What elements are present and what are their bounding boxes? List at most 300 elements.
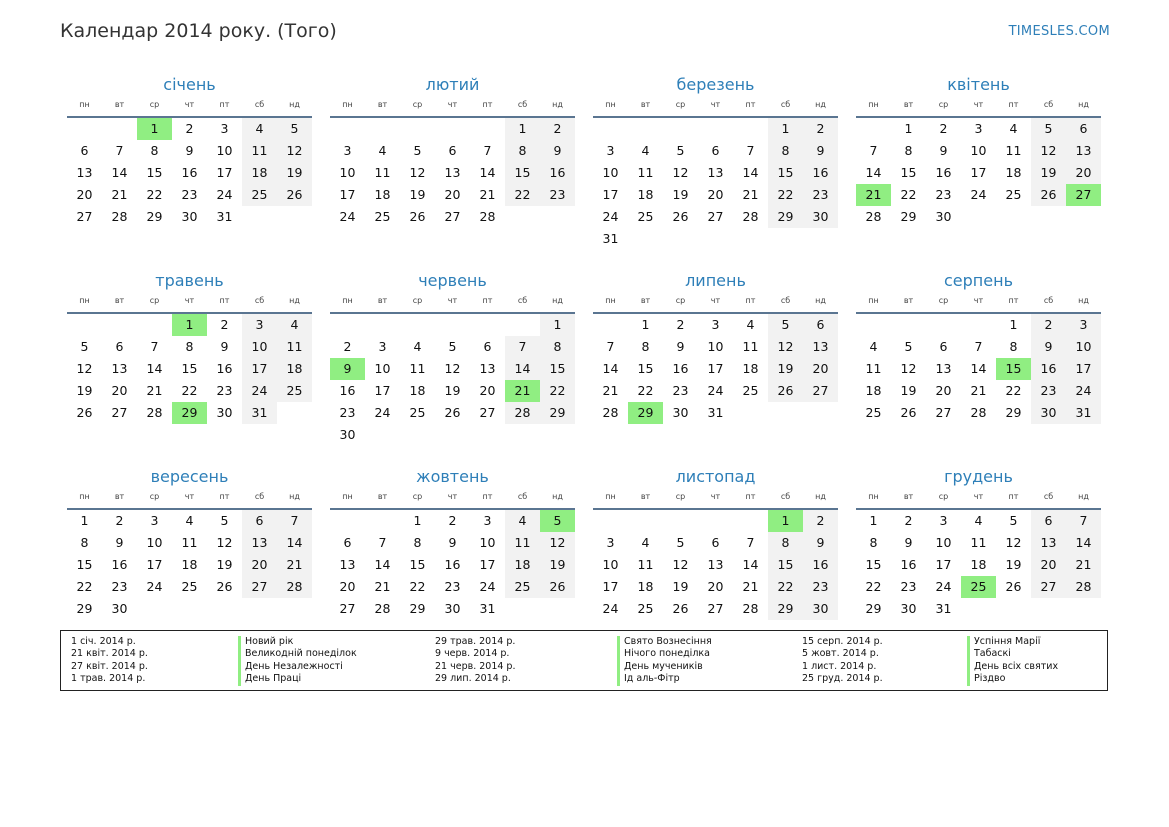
day-cell: 10 [602, 557, 619, 572]
day-cell: 18 [1005, 165, 1022, 180]
day-cell: 30 [935, 209, 952, 224]
day-cell: 28 [505, 402, 540, 424]
month-4 [856, 74, 1101, 254]
day-cell: 6 [343, 535, 352, 550]
empty-cell [330, 314, 365, 336]
month-name: листопад [675, 467, 756, 486]
weekday-label: пн [605, 296, 616, 305]
day-cell: 4 [974, 513, 983, 528]
month-days [856, 312, 1101, 424]
day-cell: 1 [80, 513, 89, 528]
day-cell: 8 [768, 532, 803, 554]
day-cell: 3 [974, 121, 983, 136]
weekday-label: чт [710, 492, 721, 501]
day-cell: 18 [637, 579, 654, 594]
weekday-label: пн [868, 100, 879, 109]
month-12 [856, 466, 1101, 646]
day-cell: 11 [970, 535, 987, 550]
day-cell: 25 [181, 579, 198, 594]
holiday-day: 27 [1066, 184, 1101, 206]
month-name: серпень [944, 271, 1013, 290]
day-cell: 28 [277, 576, 312, 598]
day-cell: 26 [76, 405, 93, 420]
day-cell: 13 [935, 361, 952, 376]
month-days [593, 508, 838, 620]
empty-cell [67, 314, 102, 336]
day-cell: 2 [343, 339, 352, 354]
day-cell: 17 [146, 557, 163, 572]
month-9 [67, 466, 312, 646]
weekday-label: пн [342, 492, 353, 501]
day-cell: 8 [641, 339, 650, 354]
holiday-date: 1 трав. 2014 р. [71, 673, 146, 685]
day-cell: 11 [277, 336, 312, 358]
day-cell: 9 [1031, 336, 1066, 358]
day-cell: 5 [904, 339, 913, 354]
day-cell: 31 [935, 601, 952, 616]
empty-cell [330, 510, 365, 532]
empty-cell [365, 314, 400, 336]
day-cell: 28 [111, 209, 128, 224]
day-cell: 18 [409, 383, 426, 398]
weekday-label: сб [1043, 100, 1054, 109]
holiday-date: 29 лип. 2014 р. [435, 673, 511, 685]
empty-cell [67, 118, 102, 140]
day-cell: 21 [1066, 554, 1101, 576]
day-cell: 29 [76, 601, 93, 616]
day-cell: 8 [150, 143, 159, 158]
day-cell: 13 [479, 361, 496, 376]
day-cell: 9 [220, 339, 229, 354]
day-cell: 14 [146, 361, 163, 376]
weekday-header [330, 488, 575, 506]
holiday-name: Новий рік [238, 636, 428, 648]
day-cell: 19 [216, 557, 233, 572]
day-cell: 23 [540, 184, 575, 206]
weekday-label: пт [1008, 296, 1019, 305]
day-cell: 3 [378, 339, 387, 354]
empty-cell [856, 314, 891, 336]
day-cell: 1 [869, 513, 878, 528]
day-cell: 12 [409, 165, 426, 180]
weekday-label: сб [254, 100, 265, 109]
weekday-label: нд [1078, 492, 1089, 501]
day-cell: 23 [935, 187, 952, 202]
weekday-label: ср [412, 492, 423, 501]
day-cell: 25 [277, 380, 312, 402]
day-cell: 18 [242, 162, 277, 184]
day-cell: 21 [374, 579, 391, 594]
month-6 [330, 270, 575, 450]
day-cell: 4 [869, 339, 878, 354]
weekday-label: чт [184, 100, 195, 109]
holiday-day: 1 [137, 118, 172, 140]
weekday-label: чт [973, 492, 984, 501]
weekday-label: сб [780, 100, 791, 109]
weekday-label: чт [710, 296, 721, 305]
empty-cell [733, 510, 768, 532]
holiday-date: 1 лист. 2014 р. [802, 660, 877, 672]
month-days [67, 116, 312, 228]
holiday-name: Свято Вознесіння [617, 636, 795, 648]
day-cell: 4 [277, 314, 312, 336]
weekday-label: чт [447, 492, 458, 501]
day-cell: 19 [1031, 162, 1066, 184]
day-cell: 23 [339, 405, 356, 420]
day-cell: 2 [803, 118, 838, 140]
day-cell: 23 [900, 579, 917, 594]
empty-cell [365, 510, 400, 532]
day-cell: 30 [111, 601, 128, 616]
day-cell: 1 [1009, 317, 1018, 332]
day-cell: 19 [672, 579, 689, 594]
day-cell: 1 [540, 314, 575, 336]
empty-cell [891, 314, 926, 336]
weekday-label: вт [903, 100, 914, 109]
day-cell: 16 [111, 557, 128, 572]
day-cell: 4 [185, 513, 194, 528]
day-cell: 30 [216, 405, 233, 420]
day-cell: 17 [602, 187, 619, 202]
weekday-header [593, 96, 838, 114]
day-cell: 2 [676, 317, 685, 332]
month-name: січень [163, 75, 216, 94]
day-cell: 12 [444, 361, 461, 376]
day-cell: 8 [768, 140, 803, 162]
day-cell: 26 [540, 576, 575, 598]
day-cell: 7 [150, 339, 159, 354]
weekday-label: ср [412, 100, 423, 109]
day-cell: 31 [602, 231, 619, 246]
holiday-legend [60, 630, 1108, 691]
day-cell: 20 [707, 579, 724, 594]
day-cell: 5 [448, 339, 457, 354]
day-cell: 30 [1031, 402, 1066, 424]
day-cell: 14 [865, 165, 882, 180]
month-days [67, 312, 312, 424]
weekday-label: пн [79, 296, 90, 305]
day-cell: 10 [707, 339, 724, 354]
day-cell: 9 [803, 140, 838, 162]
weekday-label: вт [903, 296, 914, 305]
weekday-label: пт [745, 100, 756, 109]
day-cell: 7 [746, 143, 755, 158]
day-cell: 29 [540, 402, 575, 424]
weekday-header [856, 488, 1101, 506]
day-cell: 31 [707, 405, 724, 420]
day-cell: 1 [641, 317, 650, 332]
day-cell: 7 [378, 535, 387, 550]
day-cell: 8 [869, 535, 878, 550]
day-cell: 25 [505, 576, 540, 598]
day-cell: 18 [181, 557, 198, 572]
holiday-day: 1 [172, 314, 207, 336]
month-days [593, 312, 838, 424]
month-name: жовтень [416, 467, 489, 486]
weekday-label: пт [219, 492, 230, 501]
day-cell: 8 [505, 140, 540, 162]
day-cell: 28 [742, 209, 759, 224]
weekday-label: ср [412, 296, 423, 305]
day-cell: 2 [185, 121, 194, 136]
empty-cell [400, 314, 435, 336]
day-cell: 12 [76, 361, 93, 376]
day-cell: 22 [1005, 383, 1022, 398]
day-cell: 17 [602, 579, 619, 594]
day-cell: 19 [409, 187, 426, 202]
day-cell: 18 [742, 361, 759, 376]
day-cell: 22 [146, 187, 163, 202]
day-cell: 13 [339, 557, 356, 572]
day-cell: 1 [413, 513, 422, 528]
weekday-label: нд [289, 492, 300, 501]
empty-cell [628, 510, 663, 532]
day-cell: 11 [742, 339, 759, 354]
month-2 [330, 74, 575, 254]
weekday-header [856, 292, 1101, 310]
day-cell: 16 [444, 557, 461, 572]
day-cell: 27 [935, 405, 952, 420]
day-cell: 6 [1066, 118, 1101, 140]
day-cell: 10 [1066, 336, 1101, 358]
day-cell: 18 [374, 187, 391, 202]
day-cell: 14 [742, 557, 759, 572]
weekday-label: ср [938, 492, 949, 501]
holiday-name: День Праці [238, 673, 428, 685]
month-name: березень [676, 75, 755, 94]
day-cell: 12 [672, 165, 689, 180]
day-cell: 11 [1005, 143, 1022, 158]
day-cell: 13 [1066, 140, 1101, 162]
weekday-label: пн [868, 296, 879, 305]
day-cell: 22 [768, 576, 803, 598]
empty-cell [926, 314, 961, 336]
day-cell: 16 [803, 162, 838, 184]
empty-cell [137, 314, 172, 336]
weekday-label: чт [973, 100, 984, 109]
weekday-label: пт [219, 296, 230, 305]
day-cell: 25 [242, 184, 277, 206]
day-cell: 26 [409, 209, 426, 224]
calendar-grid [67, 74, 1101, 646]
day-cell: 17 [242, 358, 277, 380]
weekday-label: сб [780, 296, 791, 305]
day-cell: 2 [1031, 314, 1066, 336]
day-cell: 26 [1031, 184, 1066, 206]
day-cell: 12 [900, 361, 917, 376]
day-cell: 31 [216, 209, 233, 224]
weekday-label: пн [79, 492, 90, 501]
day-cell: 1 [904, 121, 913, 136]
day-cell: 17 [339, 187, 356, 202]
day-cell: 15 [865, 557, 882, 572]
day-cell: 30 [339, 427, 356, 442]
day-cell: 17 [374, 383, 391, 398]
weekday-label: нд [1078, 100, 1089, 109]
day-cell: 20 [479, 383, 496, 398]
day-cell: 20 [111, 383, 128, 398]
day-cell: 21 [277, 554, 312, 576]
day-cell: 3 [242, 314, 277, 336]
day-cell: 4 [505, 510, 540, 532]
weekday-label: чт [447, 296, 458, 305]
day-cell: 28 [865, 209, 882, 224]
day-cell: 22 [409, 579, 426, 594]
day-cell: 24 [970, 187, 987, 202]
day-cell: 9 [904, 535, 913, 550]
holiday-date: 29 трав. 2014 р. [435, 636, 516, 647]
day-cell: 8 [904, 143, 913, 158]
weekday-label: вт [377, 492, 388, 501]
brand-link[interactable]: TIMESLES.COM [1008, 24, 1110, 39]
weekday-label: чт [973, 296, 984, 305]
day-cell: 29 [409, 601, 426, 616]
month-5 [67, 270, 312, 450]
day-cell: 24 [602, 601, 619, 616]
day-cell: 12 [1005, 535, 1022, 550]
day-cell: 13 [242, 532, 277, 554]
day-cell: 21 [479, 187, 496, 202]
weekday-label: вт [114, 100, 125, 109]
holiday-day: 29 [628, 402, 663, 424]
holiday-names-col-2 [617, 636, 795, 686]
empty-cell [733, 118, 768, 140]
weekday-label: ср [149, 100, 160, 109]
weekday-label: сб [517, 296, 528, 305]
day-cell: 4 [413, 339, 422, 354]
weekday-header [856, 96, 1101, 114]
day-cell: 13 [76, 165, 93, 180]
month-1 [67, 74, 312, 254]
day-cell: 10 [374, 361, 391, 376]
day-cell: 5 [1031, 118, 1066, 140]
day-cell: 1 [768, 118, 803, 140]
weekday-label: нд [815, 296, 826, 305]
day-cell: 7 [115, 143, 124, 158]
day-cell: 20 [444, 187, 461, 202]
day-cell: 31 [242, 402, 277, 424]
day-cell: 6 [115, 339, 124, 354]
day-cell: 6 [803, 314, 838, 336]
day-cell: 15 [900, 165, 917, 180]
holiday-day: 9 [330, 358, 365, 380]
empty-cell [102, 118, 137, 140]
empty-cell [698, 510, 733, 532]
month-name: травень [155, 271, 224, 290]
day-cell: 6 [483, 339, 492, 354]
holiday-day: 21 [856, 184, 891, 206]
day-cell: 10 [479, 535, 496, 550]
weekday-label: чт [184, 492, 195, 501]
empty-cell [698, 118, 733, 140]
day-cell: 10 [339, 165, 356, 180]
month-name: липень [685, 271, 746, 290]
weekday-label: ср [149, 492, 160, 501]
empty-cell [856, 118, 891, 140]
day-cell: 22 [865, 579, 882, 594]
day-cell: 23 [216, 383, 233, 398]
day-cell: 25 [742, 383, 759, 398]
day-cell: 26 [768, 380, 803, 402]
day-cell: 27 [76, 209, 93, 224]
day-cell: 28 [374, 601, 391, 616]
day-cell: 2 [220, 317, 229, 332]
day-cell: 19 [1005, 557, 1022, 572]
day-cell: 5 [768, 314, 803, 336]
day-cell: 25 [374, 209, 391, 224]
day-cell: 16 [935, 165, 952, 180]
day-cell: 20 [803, 358, 838, 380]
day-cell: 6 [1031, 510, 1066, 532]
day-cell: 3 [343, 143, 352, 158]
holiday-day: 25 [961, 576, 996, 598]
day-cell: 22 [637, 383, 654, 398]
day-cell: 30 [803, 598, 838, 620]
weekday-label: вт [640, 100, 651, 109]
weekday-label: нд [815, 492, 826, 501]
day-cell: 5 [676, 143, 685, 158]
holiday-name: Ід аль-Фітр [617, 673, 795, 685]
day-cell: 16 [181, 165, 198, 180]
empty-cell [435, 314, 470, 336]
day-cell: 27 [1031, 576, 1066, 598]
holiday-day: 1 [768, 510, 803, 532]
month-11 [593, 466, 838, 646]
day-cell: 16 [672, 361, 689, 376]
day-cell: 13 [707, 165, 724, 180]
day-cell: 19 [672, 187, 689, 202]
empty-cell [330, 118, 365, 140]
month-days [330, 508, 575, 620]
day-cell: 22 [505, 184, 540, 206]
weekday-header [67, 488, 312, 506]
day-cell: 30 [181, 209, 198, 224]
day-cell: 3 [220, 121, 229, 136]
weekday-label: чт [184, 296, 195, 305]
day-cell: 19 [768, 358, 803, 380]
empty-cell [505, 314, 540, 336]
month-days [856, 116, 1101, 228]
day-cell: 9 [185, 143, 194, 158]
holiday-name: Великодній понеділок [238, 648, 428, 660]
day-cell: 23 [803, 184, 838, 206]
day-cell: 12 [277, 140, 312, 162]
day-cell: 17 [479, 557, 496, 572]
day-cell: 3 [483, 513, 492, 528]
day-cell: 27 [111, 405, 128, 420]
empty-cell [628, 118, 663, 140]
holiday-dates-col-3 [802, 636, 960, 686]
day-cell: 5 [413, 143, 422, 158]
day-cell: 23 [672, 383, 689, 398]
day-cell: 6 [242, 510, 277, 532]
day-cell: 23 [181, 187, 198, 202]
day-cell: 17 [970, 165, 987, 180]
day-cell: 19 [900, 383, 917, 398]
day-cell: 22 [76, 579, 93, 594]
day-cell: 4 [242, 118, 277, 140]
day-cell: 7 [974, 339, 983, 354]
month-8 [856, 270, 1101, 450]
month-10 [330, 466, 575, 646]
month-name: лютий [425, 75, 480, 94]
empty-cell [365, 118, 400, 140]
weekday-label: нд [289, 100, 300, 109]
day-cell: 15 [637, 361, 654, 376]
day-cell: 13 [803, 336, 838, 358]
day-cell: 20 [1031, 554, 1066, 576]
weekday-label: пт [482, 492, 493, 501]
